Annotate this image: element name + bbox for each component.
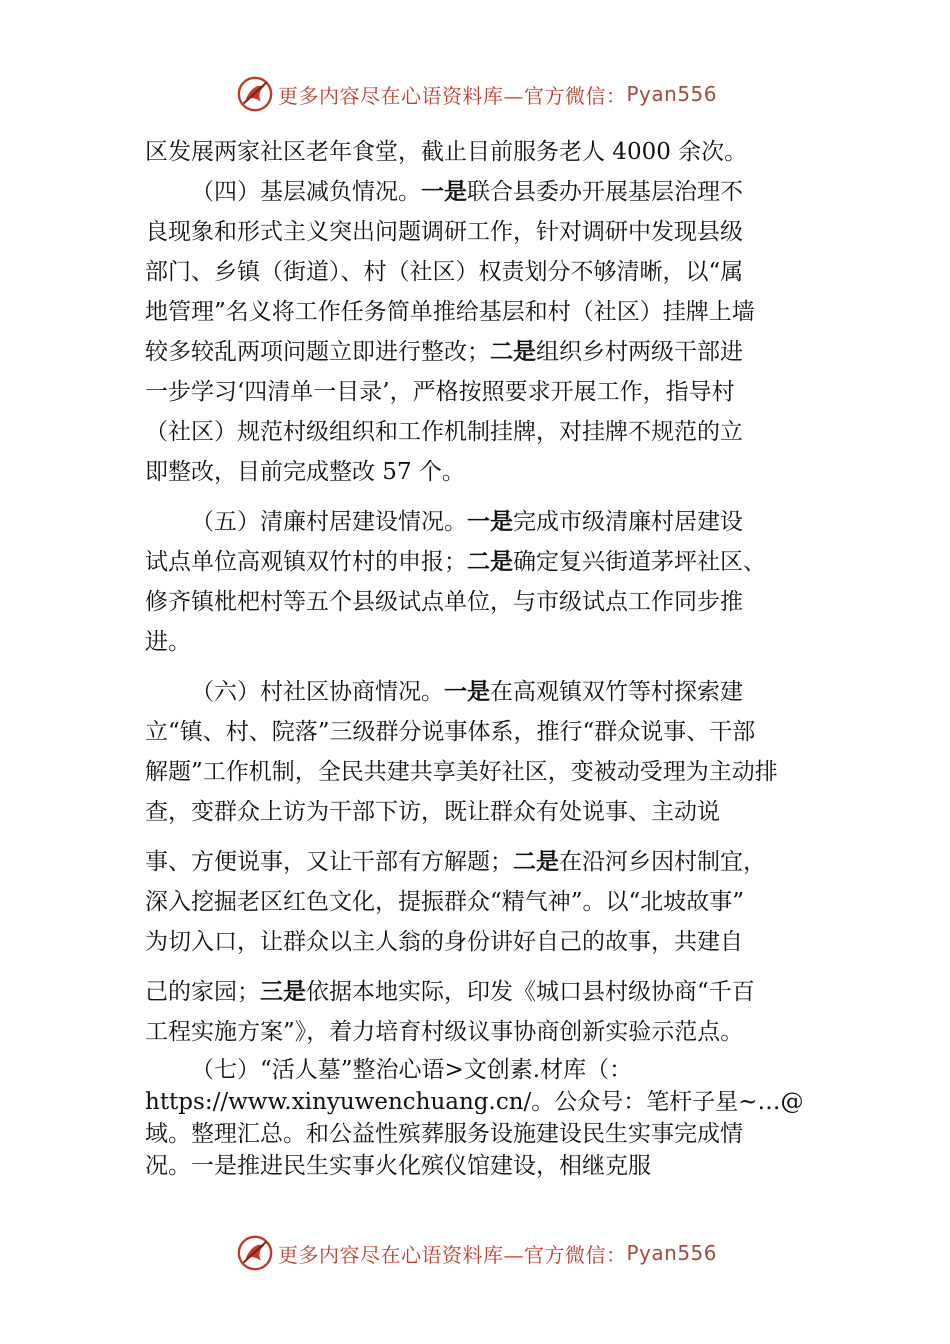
paragraph-line: 进。 [145,629,191,655]
paragraph-line: （四）基层减负情况。一是联合县委办开展基层治理不 [191,179,743,205]
paragraph-line: 己的家园；三是依据本地实际，印发《城口县村级协商“千百 [145,979,755,1005]
paragraph-line: 地管理”名义将工作任务简单推给基层和村（社区）挂牌上墙 [145,299,755,325]
emphasis-text: 二是 [467,549,513,575]
emphasis-text: 一是 [467,509,513,535]
emphasis-text: 三是 [260,979,306,1005]
paragraph-line: 良现象和形式主义突出问题调研工作，针对调研中发现县级 [145,219,743,245]
paragraph-line: （社区）规范村级组织和工作机制挂牌，对挂牌不规范的立 [145,419,743,445]
emphasis-text: 二是 [490,339,536,365]
watermark-paragraph [145,1054,835,1182]
paragraph-line: 立“镇、村、院落”三级群分说事体系，推行“群众说事、干部 [145,719,756,745]
xinyu-logo-icon [236,1234,274,1272]
banner-wechat-id: Pyan556 [626,1241,718,1265]
paragraph-line: （六）村社区协商情况。一是在高观镇双竹等村探索建 [191,679,743,705]
paragraph-line: （五）清廉村居建设情况。一是完成市级清廉村居建设 [191,509,743,535]
paragraph-line: 深入挖掘老区红色文化，提振群众“精气神”。以“北坡故事” [145,889,745,915]
paragraph-line: 一步学习‘四清单一目录’，严格按照要求开展工作，指导村 [145,379,735,405]
paragraph-line: 为切入口，让群众以主人翁的身份讲好自己的故事，共建自 [145,929,743,955]
paragraph-line: 部门、乡镇（街道）、村（社区）权责划分不够清晰，以“属 [145,259,744,285]
paragraph-line: 即整改，目前完成整改 57 个。 [145,459,465,485]
paragraph-line: 较多较乱两项问题立即进行整改；二是组织乡村两级干部进 [145,339,743,365]
emphasis-text: 二是 [513,849,559,875]
paragraph-line: 试点单位高观镇双竹村的申报；二是确定复兴街道茅坪社区、 [145,549,766,575]
paragraph-line: 区发展两家社区老年食堂，截止目前服务老人 4000 余次。 [145,139,748,165]
document-body [145,132,835,1182]
header-banner [236,74,736,114]
banner-text: 更多内容尽在心语资料库—官方微信： [278,83,627,108]
paragraph-line: 况。一是推进民生实事火化殡仪馆建设，相继克服 [145,1153,651,1179]
paragraph-line: 域。整理汇总。和公益性殡葬服务设施建设民生实事完成情 [145,1121,743,1147]
emphasis-text: 一是 [421,179,467,205]
emphasis-text: 一是 [444,679,490,705]
paragraph-line: 修齐镇枇杷村等五个县级试点单位，与市级试点工作同步推 [145,589,743,615]
paragraph-line: 工程实施方案”》，着力培育村级议事协商创新实验示范点。 [145,1019,744,1045]
footer-banner [236,1233,736,1273]
paragraph-line: https://www.xinyuwenchuang.cn/。公众号：笔杆子星~…@ [145,1089,804,1115]
banner-wechat-id: Pyan556 [626,82,718,106]
paragraph-line: 事、方便说事，又让干部有方解题；二是在沿河乡因村制宜， [145,849,766,875]
paragraph-line: （七）“活人墓”整治心语>文创素.材库（： [191,1057,633,1083]
paragraph-line: 解题”工作机制，全民共建共享美好社区，变被动受理为主动排 [145,759,778,785]
xinyu-logo-icon [236,75,274,113]
paragraph-line: 查，变群众上访为干部下访，既让群众有处说事、主动说 [145,799,720,825]
banner-text: 更多内容尽在心语资料库—官方微信： [278,1242,627,1267]
